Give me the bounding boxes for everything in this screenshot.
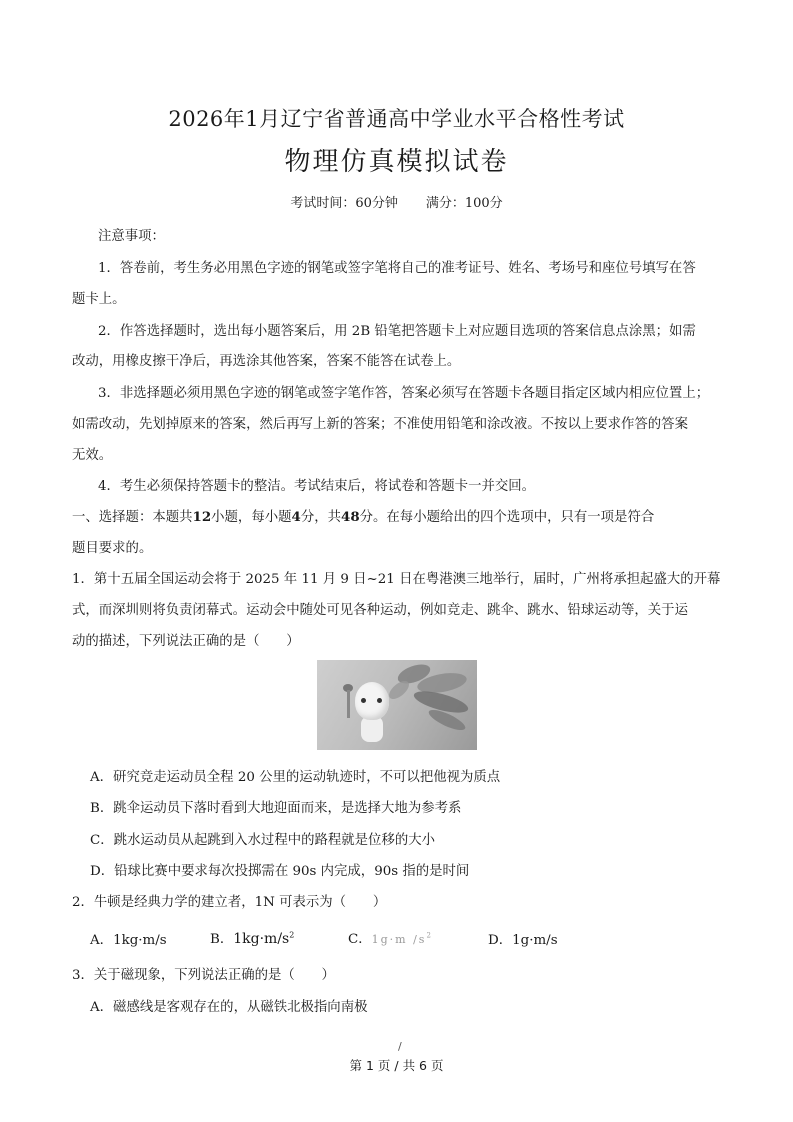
q2-option-d: D．1g·m/s [488, 933, 558, 948]
q1-option-c: C．跳水运动员从起跳到入水过程中的路程就是位移的大小 [90, 833, 436, 848]
mascot-eye [377, 698, 382, 703]
q1-option-a: A．研究竞走运动员全程 20 公里的运动轨迹时，不可以把他视为质点 [90, 770, 501, 785]
exam-meta [0, 192, 793, 211]
q3-option-a: A．磁感线是客观存在的，从磁铁北极指向南极 [90, 1000, 368, 1015]
exam-title: 2026年1月辽宁省普通高中学业水平合格性考试 [168, 107, 625, 131]
torch-handle [347, 690, 350, 718]
exam-subtitle: 物理仿真模拟试卷 [284, 147, 509, 177]
mascot-image [317, 660, 477, 750]
section-heading: 一、选择题：本题共12小题，每小题4分，共48分。在每小题给出的四个选项中，只有一项是符合 [72, 509, 655, 525]
page-number: 第 1 页 / 共 6 页 [349, 1058, 444, 1073]
notice-item-3-line3: 无效。 [72, 448, 113, 463]
q3-stem: 3．关于磁现象，下列说法正确的是（ ） [72, 968, 335, 983]
notice-item-4-line1: 4．考生必须保持答题卡的整洁。考试结束后，将试卷和答题卡一并交回。 [98, 479, 536, 494]
footer-slash: / [398, 1040, 402, 1053]
flame-shape [386, 678, 412, 703]
q2-option-b: B．$1kg\cdot m/s^2$ [210, 930, 295, 947]
q2-option-a: A．1kg·m/s [90, 933, 167, 948]
q2-option-c: C．1g·m $/s^2$ [348, 931, 433, 947]
q2-stem: 2．牛顿是经典力学的建立者，1N 可表示为（ ） [72, 895, 387, 910]
notice-item-3-line1: 3．非选择题必须用黑色字迹的钢笔或签字笔作答，答案必须写在答题卡各题目指定区域内相应位置上； [98, 386, 710, 401]
q1-option-b: B．跳伞运动员下落时看到大地迎面而来，是选择大地为参考系 [90, 801, 462, 816]
notice-heading: 注意事项： [98, 229, 165, 244]
notice-item-3-line2: 如需改动，先划掉原来的答案，然后再写上新的答案；不准使用铅笔和涂改液。不按以上要求作答的答案 [72, 417, 688, 432]
notice-item-1-line1: 1．答卷前，考生务必用黑色字迹的钢笔或签字笔将自己的准考证号、姓名、考场号和座位号填写在答 [98, 261, 696, 276]
mascot-eye [361, 698, 366, 703]
q1-stem-line1: 1．第十五届全国运动会将于 2025 年 11 月 9 日~21 日在粤港澳三地举行，届时，广州将承担起盛大的开幕 [72, 572, 721, 587]
q1-stem-line3: 动的描述，下列说法正确的是（ ） [72, 634, 300, 649]
notice-item-1-line2: 题卡上。 [72, 292, 126, 307]
q1-option-d: D．铅球比赛中要求每次投掷需在 90s 内完成，90s 指的是时间 [90, 864, 470, 879]
notice-item-2-line2: 改动，用橡皮擦干净后，再选涂其他答案，答案不能答在试卷上。 [72, 354, 461, 369]
full-score: 满分：100分 [425, 196, 503, 211]
exam-time: 考试时间：60分钟 [290, 196, 398, 211]
q1-stem-line2: 式，而深圳则将负责闭幕式。运动会中随处可见各种运动，例如竞走、跳伞、跳水、铅球运动等，关于运 [72, 603, 688, 618]
section-heading-line2: 题目要求的。 [72, 541, 153, 556]
notice-item-2-line1: 2．作答选择题时，选出每小题答案后，用 2B 铅笔把答题卡上对应题目选项的答案信息点涂黑；如需 [98, 324, 696, 339]
